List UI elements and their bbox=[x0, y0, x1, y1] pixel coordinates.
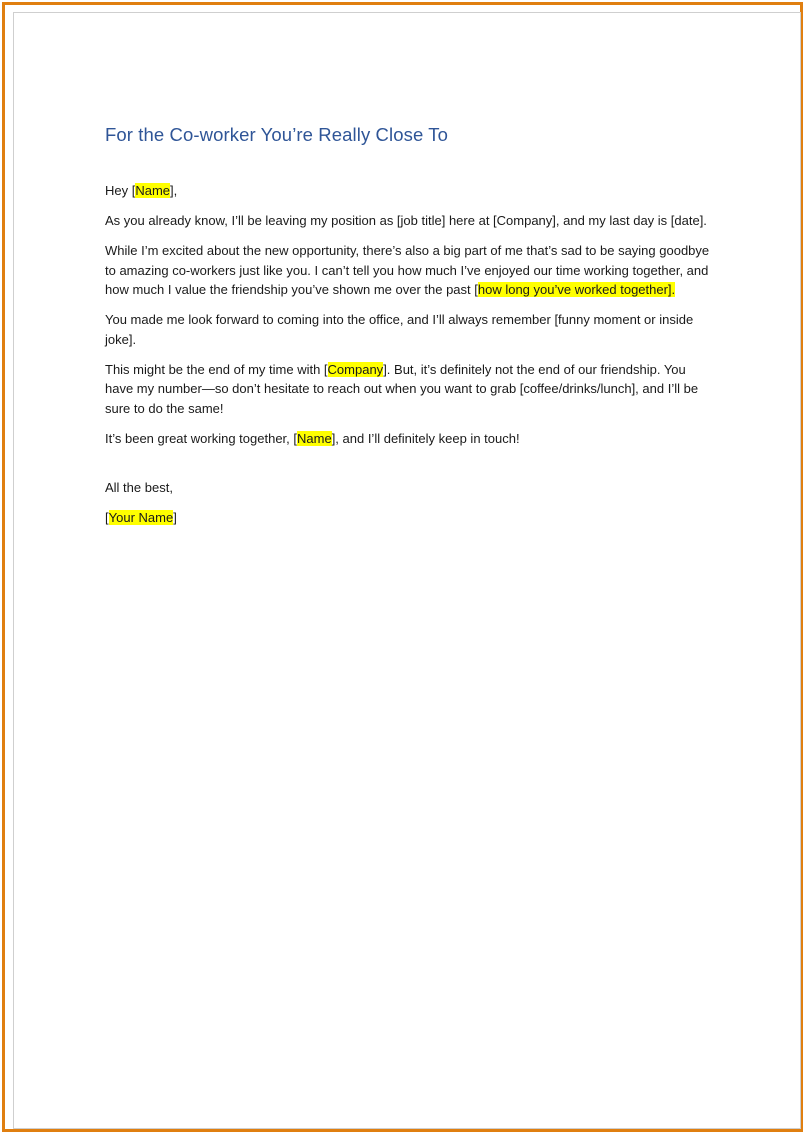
paragraph-great-working-prefix: It’s been great working together, [ bbox=[105, 430, 297, 446]
paragraph-great-working-suffix: ], and I’ll definitely keep in touch! bbox=[331, 430, 520, 446]
letter-title: For the Co-worker You’re Really Close To bbox=[105, 124, 448, 145]
greeting-suffix: ], bbox=[170, 183, 178, 198]
closing-line: All the best, bbox=[105, 480, 173, 495]
greeting-line bbox=[105, 181, 715, 201]
document-page bbox=[13, 12, 801, 1129]
paragraph-great-working bbox=[105, 429, 715, 449]
paragraph-memories: You made me look forward to coming into the office, and I’ll always remember [funny moment or inside joke]. bbox=[105, 312, 694, 347]
paragraph-keep-in-touch bbox=[105, 360, 715, 419]
letter-body bbox=[105, 181, 715, 538]
signature-suffix: ] bbox=[173, 510, 177, 525]
signature-line bbox=[105, 508, 715, 528]
name-placeholder: Name bbox=[297, 430, 332, 446]
name-placeholder: Name bbox=[135, 183, 171, 198]
paragraph-friendship bbox=[105, 241, 715, 300]
greeting-prefix: Hey [ bbox=[105, 183, 136, 198]
page-frame bbox=[2, 2, 803, 1132]
paragraph-friendship-text: While I’m excited about the new opportunity, there’s also a big part of me that’s sad to be saying goodbye to amazing co-workers just like you. I can’t tell you how much I’ve enjoyed our time working together, and how much I value the friendship you’ve shown me over the past [ bbox=[105, 243, 710, 297]
paragraph-keep-in-touch-suffix: ]. But, it’s definitely not the end of our friendship. You have my number—so don’t hesitate to reach out when you want to grab [coffee/drinks/lunch], and I’ll be sure to do the same! bbox=[105, 361, 699, 416]
company-placeholder: Company bbox=[327, 361, 384, 377]
signature-prefix: [ bbox=[105, 510, 109, 525]
duration-placeholder: how long you’ve worked together]. bbox=[477, 282, 676, 297]
your-name-placeholder: Your Name bbox=[108, 510, 174, 525]
paragraph-keep-in-touch-prefix: This might be the end of my time with [ bbox=[105, 361, 328, 377]
paragraph-leaving-position: As you already know, I’ll be leaving my position as [job title] here at [Company], and my last day is [date]. bbox=[105, 213, 707, 228]
